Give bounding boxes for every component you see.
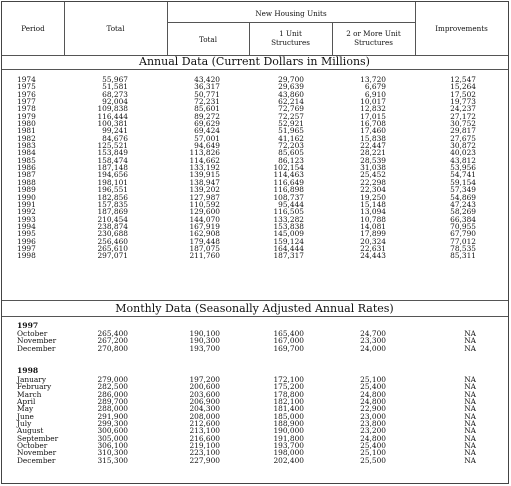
table-cell: 204,300 [189, 404, 220, 414]
table-cell: 110,592 [189, 199, 220, 209]
band-rule [2, 300, 508, 301]
year-heading-1997: 1997 [17, 321, 39, 330]
table-cell: 23,000 [360, 411, 386, 421]
table-cell: 95,444 [278, 199, 304, 209]
table-cell: January [17, 375, 47, 384]
table-cell: 1981 [17, 126, 36, 136]
table-cell: May [17, 404, 34, 414]
table-cell: 57,349 [450, 185, 476, 195]
table-cell: 51,965 [278, 126, 304, 136]
table-cell: November [17, 336, 57, 346]
table-cell: 29,639 [278, 82, 304, 92]
table-cell: 36,317 [194, 82, 220, 92]
table-cell: 1997 [17, 243, 36, 253]
table-cell: 227,900 [189, 455, 220, 465]
table-cell: 29,700 [278, 75, 304, 84]
table-cell: 139,202 [189, 185, 220, 195]
table-cell: 30,752 [450, 119, 476, 129]
table-cell: 22,304 [360, 185, 386, 195]
table-cell: 190,300 [189, 336, 220, 346]
table-cell: 10,788 [360, 214, 386, 224]
table-cell: 92,004 [102, 97, 128, 107]
table-cell: 85,605 [278, 148, 304, 158]
table-cell: 68,273 [102, 89, 128, 99]
table-cell: 1978 [17, 104, 36, 114]
table-cell: 193,700 [273, 441, 304, 451]
table-cell: 28,221 [360, 148, 386, 158]
monthly-1998-improvements-column [430, 376, 476, 464]
table-cell: 216,600 [189, 433, 220, 443]
monthly-section-title: Monthly Data (Seasonally Adjusted Annual Rates) [115, 302, 394, 315]
table-cell: NA [464, 343, 476, 353]
table-cell: 185,000 [273, 411, 304, 421]
table-cell: 17,015 [360, 111, 386, 121]
table-cell: September [17, 433, 59, 443]
table-cell: 1988 [17, 177, 36, 187]
header-two-or-more: 2 or More Unit [346, 29, 401, 38]
header-subrule [167, 22, 415, 23]
table-cell: 114,463 [273, 170, 304, 180]
table-cell: 17,502 [450, 89, 476, 99]
table-cell: 1992 [17, 207, 36, 217]
table-cell: 265,610 [97, 243, 128, 253]
header-two-or-more-line2: Structures [354, 38, 393, 47]
table-cell: 54,869 [450, 192, 476, 202]
table-cell: 30,872 [450, 141, 476, 151]
table-cell: 133,192 [189, 163, 220, 173]
table-cell: 62,214 [278, 97, 304, 107]
table-cell: 19,250 [360, 192, 386, 202]
table-cell: 22,298 [360, 177, 386, 187]
monthly-1997-nhu-total-column [170, 330, 220, 352]
table-cell: July [17, 419, 32, 429]
table-cell: 24,800 [360, 433, 386, 443]
monthly-1998-one-unit-column [250, 376, 304, 464]
table-cell: NA [464, 433, 476, 443]
header-improvements: Improvements [435, 24, 488, 33]
table-cell: 23,300 [360, 336, 386, 346]
table-cell: 297,071 [97, 251, 128, 261]
table-cell: 159,124 [273, 236, 304, 246]
table-cell: 17,460 [360, 126, 386, 136]
table-cell: 43,812 [450, 155, 476, 165]
table-cell: 94,649 [194, 141, 220, 151]
table-cell: 187,869 [97, 207, 128, 217]
table-cell: 1989 [17, 185, 36, 195]
table-cell: 23,800 [360, 419, 386, 429]
table-cell: February [17, 382, 52, 392]
table-cell: 1982 [17, 133, 36, 143]
table-cell: 17,899 [360, 229, 386, 239]
table-cell: 219,100 [189, 441, 220, 451]
table-cell: 16,708 [360, 119, 386, 129]
table-cell: October [17, 441, 48, 451]
table-cell: 40,023 [450, 148, 476, 158]
table-cell: 25,100 [360, 375, 386, 384]
table-cell: NA [464, 448, 476, 458]
table-cell: 100,381 [97, 119, 128, 129]
table-cell: 12,832 [360, 104, 386, 114]
annual-one-unit-column [250, 76, 304, 260]
annual-section-title: Annual Data (Current Dollars in Millions) [139, 55, 370, 68]
table-cell: 188,900 [273, 419, 304, 429]
table-cell: June [17, 411, 34, 421]
monthly-1997-one-unit-column [250, 330, 304, 352]
table-cell: 187,075 [189, 243, 220, 253]
table-cell: 256,460 [97, 236, 128, 246]
table-cell: 25,500 [360, 455, 386, 465]
table-cell: 200,600 [189, 382, 220, 392]
table-cell: 175,200 [273, 382, 304, 392]
table-cell: 116,505 [273, 207, 304, 217]
table-cell: 84,676 [102, 133, 128, 143]
table-cell: 1990 [17, 192, 36, 202]
table-cell: 145,009 [273, 229, 304, 239]
table-cell: 212,600 [189, 419, 220, 429]
table-cell: NA [464, 389, 476, 399]
table-cell: 69,424 [194, 126, 220, 136]
table-cell: 206,900 [189, 397, 220, 407]
table-cell: 1998 [17, 251, 36, 261]
table-cell: 167,000 [273, 336, 304, 346]
table-cell: 6,910 [364, 89, 386, 99]
table-cell: 109,838 [97, 104, 128, 114]
table-cell: 22,900 [360, 404, 386, 414]
table-cell: NA [464, 419, 476, 429]
table-cell: 270,800 [97, 343, 128, 353]
table-cell: 27,172 [450, 111, 476, 121]
table-cell: 1977 [17, 97, 36, 107]
table-cell: 85,601 [194, 104, 220, 114]
table-cell: 59,154 [450, 177, 476, 187]
table-cell: 72,231 [194, 97, 220, 107]
table-cell: 1987 [17, 170, 36, 180]
table-cell: 238,874 [97, 221, 128, 231]
table-cell: 1980 [17, 119, 36, 129]
table-cell: December [17, 455, 56, 465]
table-cell: 1974 [17, 75, 36, 84]
table-cell: 72,257 [278, 111, 304, 121]
table-cell: 181,400 [273, 404, 304, 414]
table-cell: 178,800 [273, 389, 304, 399]
table-cell: 77,012 [450, 236, 476, 246]
table-cell: 24,237 [450, 104, 476, 114]
table-cell: 196,551 [97, 185, 128, 195]
table-cell: 29,817 [450, 126, 476, 136]
table-cell: 305,000 [97, 433, 128, 443]
table-cell: 58,269 [450, 207, 476, 217]
table-cell: 1986 [17, 163, 36, 173]
table-cell: 1993 [17, 214, 36, 224]
table-cell: December [17, 343, 56, 353]
table-cell: NA [464, 336, 476, 346]
table-cell: 24,000 [360, 343, 386, 353]
table-cell: 265,400 [97, 329, 128, 338]
table-cell: 267,200 [97, 336, 128, 346]
monthly-1997-two-or-more-column [330, 330, 386, 352]
table-cell: 164,444 [273, 243, 304, 253]
table-cell: NA [464, 441, 476, 451]
table-cell: 211,760 [189, 251, 220, 261]
table-cell: 85,311 [450, 251, 476, 261]
table-cell: 279,000 [97, 375, 128, 384]
table-cell: 15,838 [360, 133, 386, 143]
table-cell: NA [464, 375, 476, 384]
table-cell: 1996 [17, 236, 36, 246]
table-cell: 114,662 [189, 155, 220, 165]
table-cell: 99,241 [102, 126, 128, 136]
monthly-1998-nhu-total-column [170, 376, 220, 464]
table-cell: NA [464, 404, 476, 414]
table-cell: NA [464, 411, 476, 421]
header-nhu-total: Total [198, 35, 218, 44]
table-cell: 19,773 [450, 97, 476, 107]
annual-two-or-more-column [330, 76, 386, 260]
table-cell: 23,200 [360, 426, 386, 436]
table-cell: 78,535 [450, 243, 476, 253]
table-cell: 6,679 [364, 82, 386, 92]
table-cell: 1976 [17, 89, 36, 99]
table-cell: 169,700 [273, 343, 304, 353]
table-cell: 14,081 [360, 221, 386, 231]
table-cell: 299,300 [97, 419, 128, 429]
table-cell: 43,860 [278, 89, 304, 99]
table-cell: 179,448 [189, 236, 220, 246]
table-cell: 190,100 [189, 329, 220, 338]
table-cell: 22,447 [360, 141, 386, 151]
table-cell: 198,101 [97, 177, 128, 187]
table-cell: October [17, 329, 48, 338]
monthly-1997-improvements-column [430, 330, 476, 352]
table-cell: 300,600 [97, 426, 128, 436]
annual-nhu-total-column [170, 76, 220, 260]
monthly-1998-two-or-more-column [330, 376, 386, 464]
table-cell: 116,898 [273, 185, 304, 195]
table-cell: 86,123 [278, 155, 304, 165]
table-cell: November [17, 448, 57, 458]
table-cell: 24,443 [360, 251, 386, 261]
table-cell: March [17, 389, 42, 399]
table-cell: 187,148 [97, 163, 128, 173]
table-cell: 24,800 [360, 389, 386, 399]
table-cell: 153,849 [97, 148, 128, 158]
table-cell: 41,162 [278, 133, 304, 143]
table-cell: 69,629 [194, 119, 220, 129]
table-cell: 182,100 [273, 397, 304, 407]
table-cell: 1991 [17, 199, 36, 209]
table-cell: 165,400 [273, 329, 304, 338]
table-cell: 191,800 [273, 433, 304, 443]
table-cell: August [17, 426, 44, 436]
table-cell: 306,100 [97, 441, 128, 451]
table-cell: 70,955 [450, 221, 476, 231]
table-cell: 1985 [17, 155, 36, 165]
table-cell: 310,300 [97, 448, 128, 458]
table-cell: 289,700 [97, 397, 128, 407]
table-cell: 172,100 [273, 375, 304, 384]
table-cell: 133,282 [273, 214, 304, 224]
table-cell: 27,675 [450, 133, 476, 143]
table-cell: 53,956 [450, 163, 476, 173]
table-cell: 54,741 [450, 170, 476, 180]
table-cell: NA [464, 426, 476, 436]
table-cell: 102,154 [273, 163, 304, 173]
table-cell: 127,987 [189, 192, 220, 202]
monthly-1998-total-column [60, 376, 128, 464]
table-cell: 72,769 [278, 104, 304, 114]
table-cell: 22,631 [360, 243, 386, 253]
table-cell: 288,000 [97, 404, 128, 414]
table-cell: 198,000 [273, 448, 304, 458]
table-cell: 13,094 [360, 207, 386, 217]
table-cell: 15,264 [450, 82, 476, 92]
header-new-housing-units: New Housing Units [255, 9, 327, 18]
table-cell: 55,967 [102, 75, 128, 84]
table-cell: 57,001 [194, 133, 220, 143]
table-cell: 202,400 [273, 455, 304, 465]
table-cell: 25,400 [360, 441, 386, 451]
table-cell: 116,649 [273, 177, 304, 187]
table-cell: 125,521 [97, 141, 128, 151]
table-cell: NA [464, 455, 476, 465]
table-cell: 203,600 [189, 389, 220, 399]
table-cell: 167,919 [189, 221, 220, 231]
table-cell: 286,000 [97, 389, 128, 399]
table-cell: 24,800 [360, 397, 386, 407]
table-cell: 51,581 [102, 82, 128, 92]
table-cell: 1983 [17, 141, 36, 151]
table-cell: 129,600 [189, 207, 220, 217]
table-cell: 138,947 [189, 177, 220, 187]
table-cell: 282,500 [97, 382, 128, 392]
table-cell: 182,856 [97, 192, 128, 202]
table-cell: April [17, 397, 36, 407]
band-rule [2, 69, 508, 70]
header-total: Total [106, 24, 125, 33]
table-cell: 157,835 [97, 199, 128, 209]
table-cell: 1995 [17, 229, 36, 239]
table-cell: 187,317 [273, 251, 304, 261]
table-cell: 20,324 [360, 236, 386, 246]
table-cell: 315,300 [97, 455, 128, 465]
table-cell: 208,000 [189, 411, 220, 421]
annual-improvements-column [430, 76, 476, 260]
table-cell: NA [464, 397, 476, 407]
table-cell: 223,100 [189, 448, 220, 458]
table-cell: 230,688 [97, 229, 128, 239]
header-one-unit: 1 Unit [279, 29, 302, 38]
table-cell: NA [464, 382, 476, 392]
year-heading-1998: 1998 [17, 366, 39, 375]
annual-total-column [60, 76, 128, 260]
table-cell: 153,838 [273, 221, 304, 231]
table-cell: 24,700 [360, 329, 386, 338]
band-rule [2, 316, 508, 317]
header-period: Period [21, 24, 45, 33]
table-cell: 28,539 [360, 155, 386, 165]
table-cell: 1975 [17, 82, 36, 92]
table-cell: 139,915 [189, 170, 220, 180]
table-cell: 1979 [17, 111, 36, 121]
table-cell: 116,444 [97, 111, 128, 121]
table-cell: 197,200 [189, 375, 220, 384]
table-cell: 89,272 [194, 111, 220, 121]
table-cell: 190,000 [273, 426, 304, 436]
table-cell: 15,148 [360, 199, 386, 209]
table-cell: NA [464, 329, 476, 338]
table-cell: 25,400 [360, 382, 386, 392]
table-cell: 144,070 [189, 214, 220, 224]
table-cell: 52,921 [278, 119, 304, 129]
table-cell: 72,203 [278, 141, 304, 151]
table-cell: 25,100 [360, 448, 386, 458]
table-cell: 43,420 [194, 75, 220, 84]
table-cell: 25,452 [360, 170, 386, 180]
table-cell: 194,656 [97, 170, 128, 180]
table-cell: 13,720 [360, 75, 386, 84]
table-cell: 12,547 [450, 75, 476, 84]
table-cell: 1994 [17, 221, 36, 231]
table-cell: 193,700 [189, 343, 220, 353]
table-cell: 291,900 [97, 411, 128, 421]
table-cell: 210,454 [97, 214, 128, 224]
table-cell: 162,908 [189, 229, 220, 239]
table-cell: 67,790 [450, 229, 476, 239]
monthly-1997-total-column [60, 330, 128, 352]
table-cell: 158,474 [97, 155, 128, 165]
table-cell: 31,038 [360, 163, 386, 173]
table-cell: 50,771 [194, 89, 220, 99]
header-one-unit-line2: Structures [271, 38, 310, 47]
table-cell: 213,100 [189, 426, 220, 436]
table-cell: 47,243 [450, 199, 476, 209]
table-cell: 1984 [17, 148, 36, 158]
table-cell: 108,737 [273, 192, 304, 202]
table-cell: 113,826 [189, 148, 220, 158]
table-cell: 10,017 [360, 97, 386, 107]
table-cell: 66,384 [450, 214, 476, 224]
